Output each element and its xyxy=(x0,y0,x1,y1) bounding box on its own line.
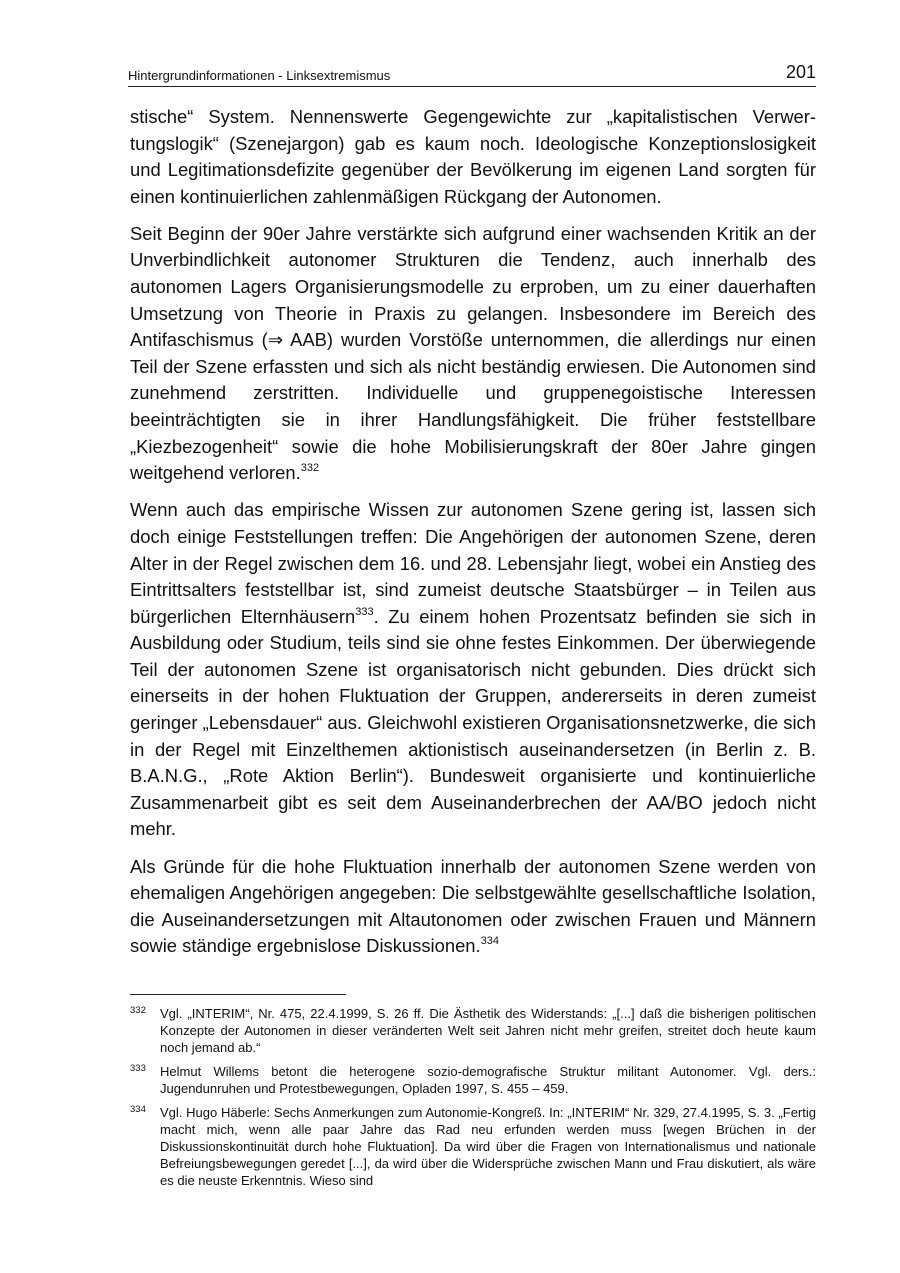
footnote-number: 334 xyxy=(130,1104,146,1115)
footnote-ref: 332 xyxy=(300,462,320,475)
footnote-text: Vgl. Hugo Häberle: Sechs Anmerkungen zum Autonomie-Kongreß. In: „INTERIM“ Nr. 329, 27.4.1995, S. 3. „Fertig macht mich, wenn alle paar Jahre das Rad neu erfunden werden muss [wegen Brüchen in der Diskussionskontinuität durch hohe Fluktuation]. Da wird über die Fragen von Internationalismus und nationale Befreiungsbewegungen geredet [...], da wird über die Widersprüche zwischen Mann und Frau diskutiert, als wäre es die neuste Erkenntnis. Wieso sind xyxy=(160,1105,816,1188)
footnote-text: Vgl. „INTERIM“, Nr. 475, 22.4.1999, S. 26 ff. Die Ästhetik des Widerstands: „[...] daß die bisherigen politischen Konzepte der Autonomen in dieser veränderten Welt seit Jahren nicht mehr greifen, streitet doch heute kaum noch jemand ab.“ xyxy=(160,1006,816,1055)
page-number: 201 xyxy=(785,62,816,82)
paragraph: Als Gründe für die hohe Fluktuation innerhalb der autonomen Szene werden von ehemaligen Angehörigen angegeben: Die selbstgewählte gesellschaftliche Isolation, die Auseinandersetzungen mit Altautonomen oder zwischen Frauen und Männern sowie ständige ergebnislose Diskussionen.$^{334}$ xyxy=(130,855,816,957)
footnote xyxy=(130,1104,816,1189)
footnote-ref: 334 xyxy=(480,935,500,948)
paragraph: Seit Beginn der 90er Jahre verstärkte sich aufgrund einer wachsenden Kritik an der Unverbindlichkeit autonomer Strukturen die Tendenz, auch innerhalb des autonomen Lagers Organisierungsmodelle zu erproben, um zu einer dauerhaften Umsetzung von Theorie in Praxis zu gelangen. Insbesondere im Bereich des Antifaschismus (⇒ AAB) wurden Vorstöße unternommen, die allerdings nur einen Teil der Szene erfassten und sich als nicht beständig erwiesen. Die Autonomen sind zunehmend zerstritten. Individuelle und gruppenegoistische Interessen beeinträchtigten sie in ihrer Handlungsfähigkeit. Die früher feststellbare „Kiezbezogenheit“ sowie die hohe Mobilisierungskraft der 80er Jahre gingen weitgehend verloren.$^{332}$ xyxy=(130,222,816,484)
paragraph: Wenn auch das empirische Wissen zur autonomen Szene gering ist, lassen sich doch einige Feststellungen treffen: Die Angehörigen der autonomen Szene, deren Alter in der Regel zwischen dem 16. und 28. Lebensjahr liegt, wobei ein Anstieg des Eintrittsalters feststellbar ist, sind zumeist deutsche Staatsbürger – in Teilen aus bürgerlichen Elternhäusern$^{333}$. Zu einem hohen Prozentsatz befinden sie sich in Ausbildung oder Studium, teils sind sie ohne festes Einkommen. Der überwiegende Teil der autonomen Szene ist organisatorisch nicht gebunden. Dies drückt sich einerseits in der hohen Fluktuation der Gruppen, andererseits in deren zumeist geringer „Lebensdauer“ aus. Gleichwohl existieren Organisationsnetzwerke, die sich in der Regel mit Einzelthemen aktionistisch auseinandersetzen (in Berlin z. B. B.A.N.G., „Rote Aktion Berlin“). Bundesweit organisierte und kontinuierliche Zusammenarbeit gibt es seit dem Auseinanderbrechen der AA/BO jedoch nicht mehr. xyxy=(130,499,816,840)
footnote-ref: 333 xyxy=(355,605,374,618)
footnote-number: 332 xyxy=(130,1005,146,1016)
header-title: Hintergrundinformationen - Linksextremismus xyxy=(128,68,391,83)
footnote-number: 333 xyxy=(130,1063,146,1074)
footnote-text: Helmut Willems betont die heterogene sozio-demografische Struktur militant Autonomer. Vgl. ders.: Jugendunruhen und Protestbewegungen, Opladen 1997, S. 455 – 459. xyxy=(160,1064,816,1096)
footnote-separator xyxy=(130,994,346,995)
paragraph: stische“ System. Nennenswerte Gegengewichte zur „kapitalistischen Verwertungslogik“ (Szenejargon) gab es kaum noch. Ideologische Konzeptionslosigkeit und Legitimationsdefizite gegenüber der Bevölkerung im eigenen Land sorgten für einen kontinuierlichen zahlenmäßigen Rückgang der Autonomen. xyxy=(130,106,816,207)
footnotes xyxy=(130,1005,816,1196)
footnote xyxy=(130,1063,816,1097)
header-rule xyxy=(128,86,816,87)
running-header xyxy=(128,62,816,84)
footnote xyxy=(130,1005,816,1056)
body-text xyxy=(130,104,816,970)
